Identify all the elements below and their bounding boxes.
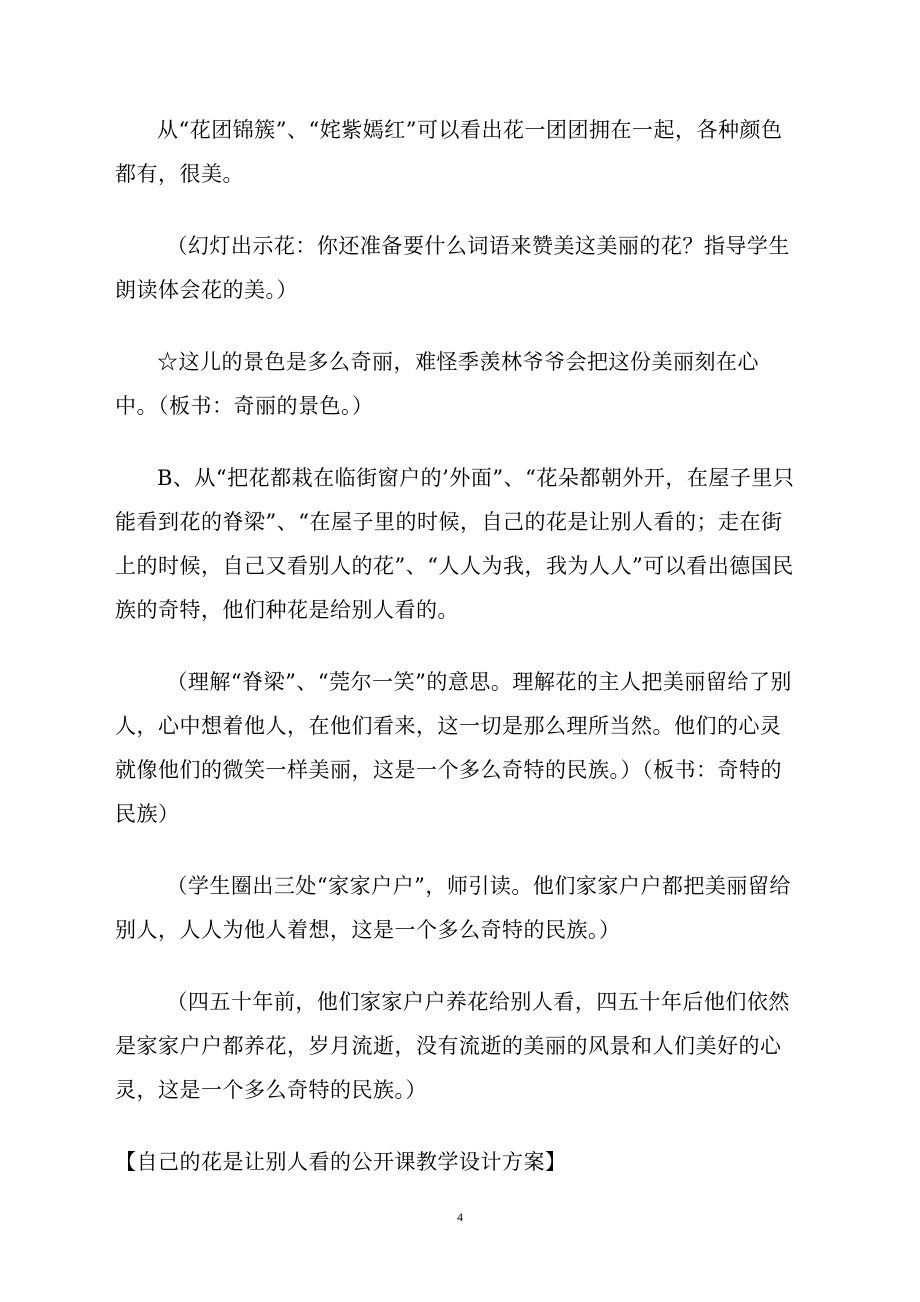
section-title: 【自己的花是让别人看的公开课教学设计方案】 <box>115 1150 567 1174</box>
paragraph-7: （四五十年前，他们家家户户养花给别人看，四五十年后他们依然是家家户户都养花，岁月流逝，没有流逝的美丽的风景和人们美好的心灵，这是一个多么奇特的民族。） <box>115 990 790 1102</box>
paragraph-5: （理解“脊梁”、“莞尔一笑”的意思。理解花的主人把美丽留给了别人，心中想着他人，在他们看来，这一切是那么理所当然。他们的心灵就像他们的微笑一样美丽，这是一个多么奇特的民族。）（板书：奇特的民族） <box>115 670 792 826</box>
paragraph-4: B、从“把花都栽在临街窗户的’外面”、“花朵都朝外开，在屋子里只能看到花的脊梁”、“在屋子里的时候，自己的花是让别人看的；走在街上的时候，自己又看别人的花”、“人人为我，我为人人”可以看出德国民族的奇特，他们种花是给别人看的。 <box>115 466 795 622</box>
paragraph-6: （学生圈出三处“家家户户”，师引读。他们家家户户都把美丽留给别人，人人为他人着想，这是一个多么奇特的民族。） <box>115 874 791 942</box>
paragraph-3: ☆这儿的景色是多么奇丽，难怪季羡林爷爷会把这份美丽刻在心中。（板书：奇丽的景色。） <box>115 350 759 418</box>
paragraph-1: 从“花团锦簇”、“姹紫嫣红”可以看出花一团团拥在一起，各种颜色都有，很美。 <box>115 118 783 186</box>
document-body <box>115 108 795 1212</box>
page-number: 4 <box>457 1210 463 1224</box>
paragraph-2: （幻灯出示花：你还准备要什么词语来赞美这美丽的花？指导学生朗读体会花的美。） <box>115 234 790 302</box>
